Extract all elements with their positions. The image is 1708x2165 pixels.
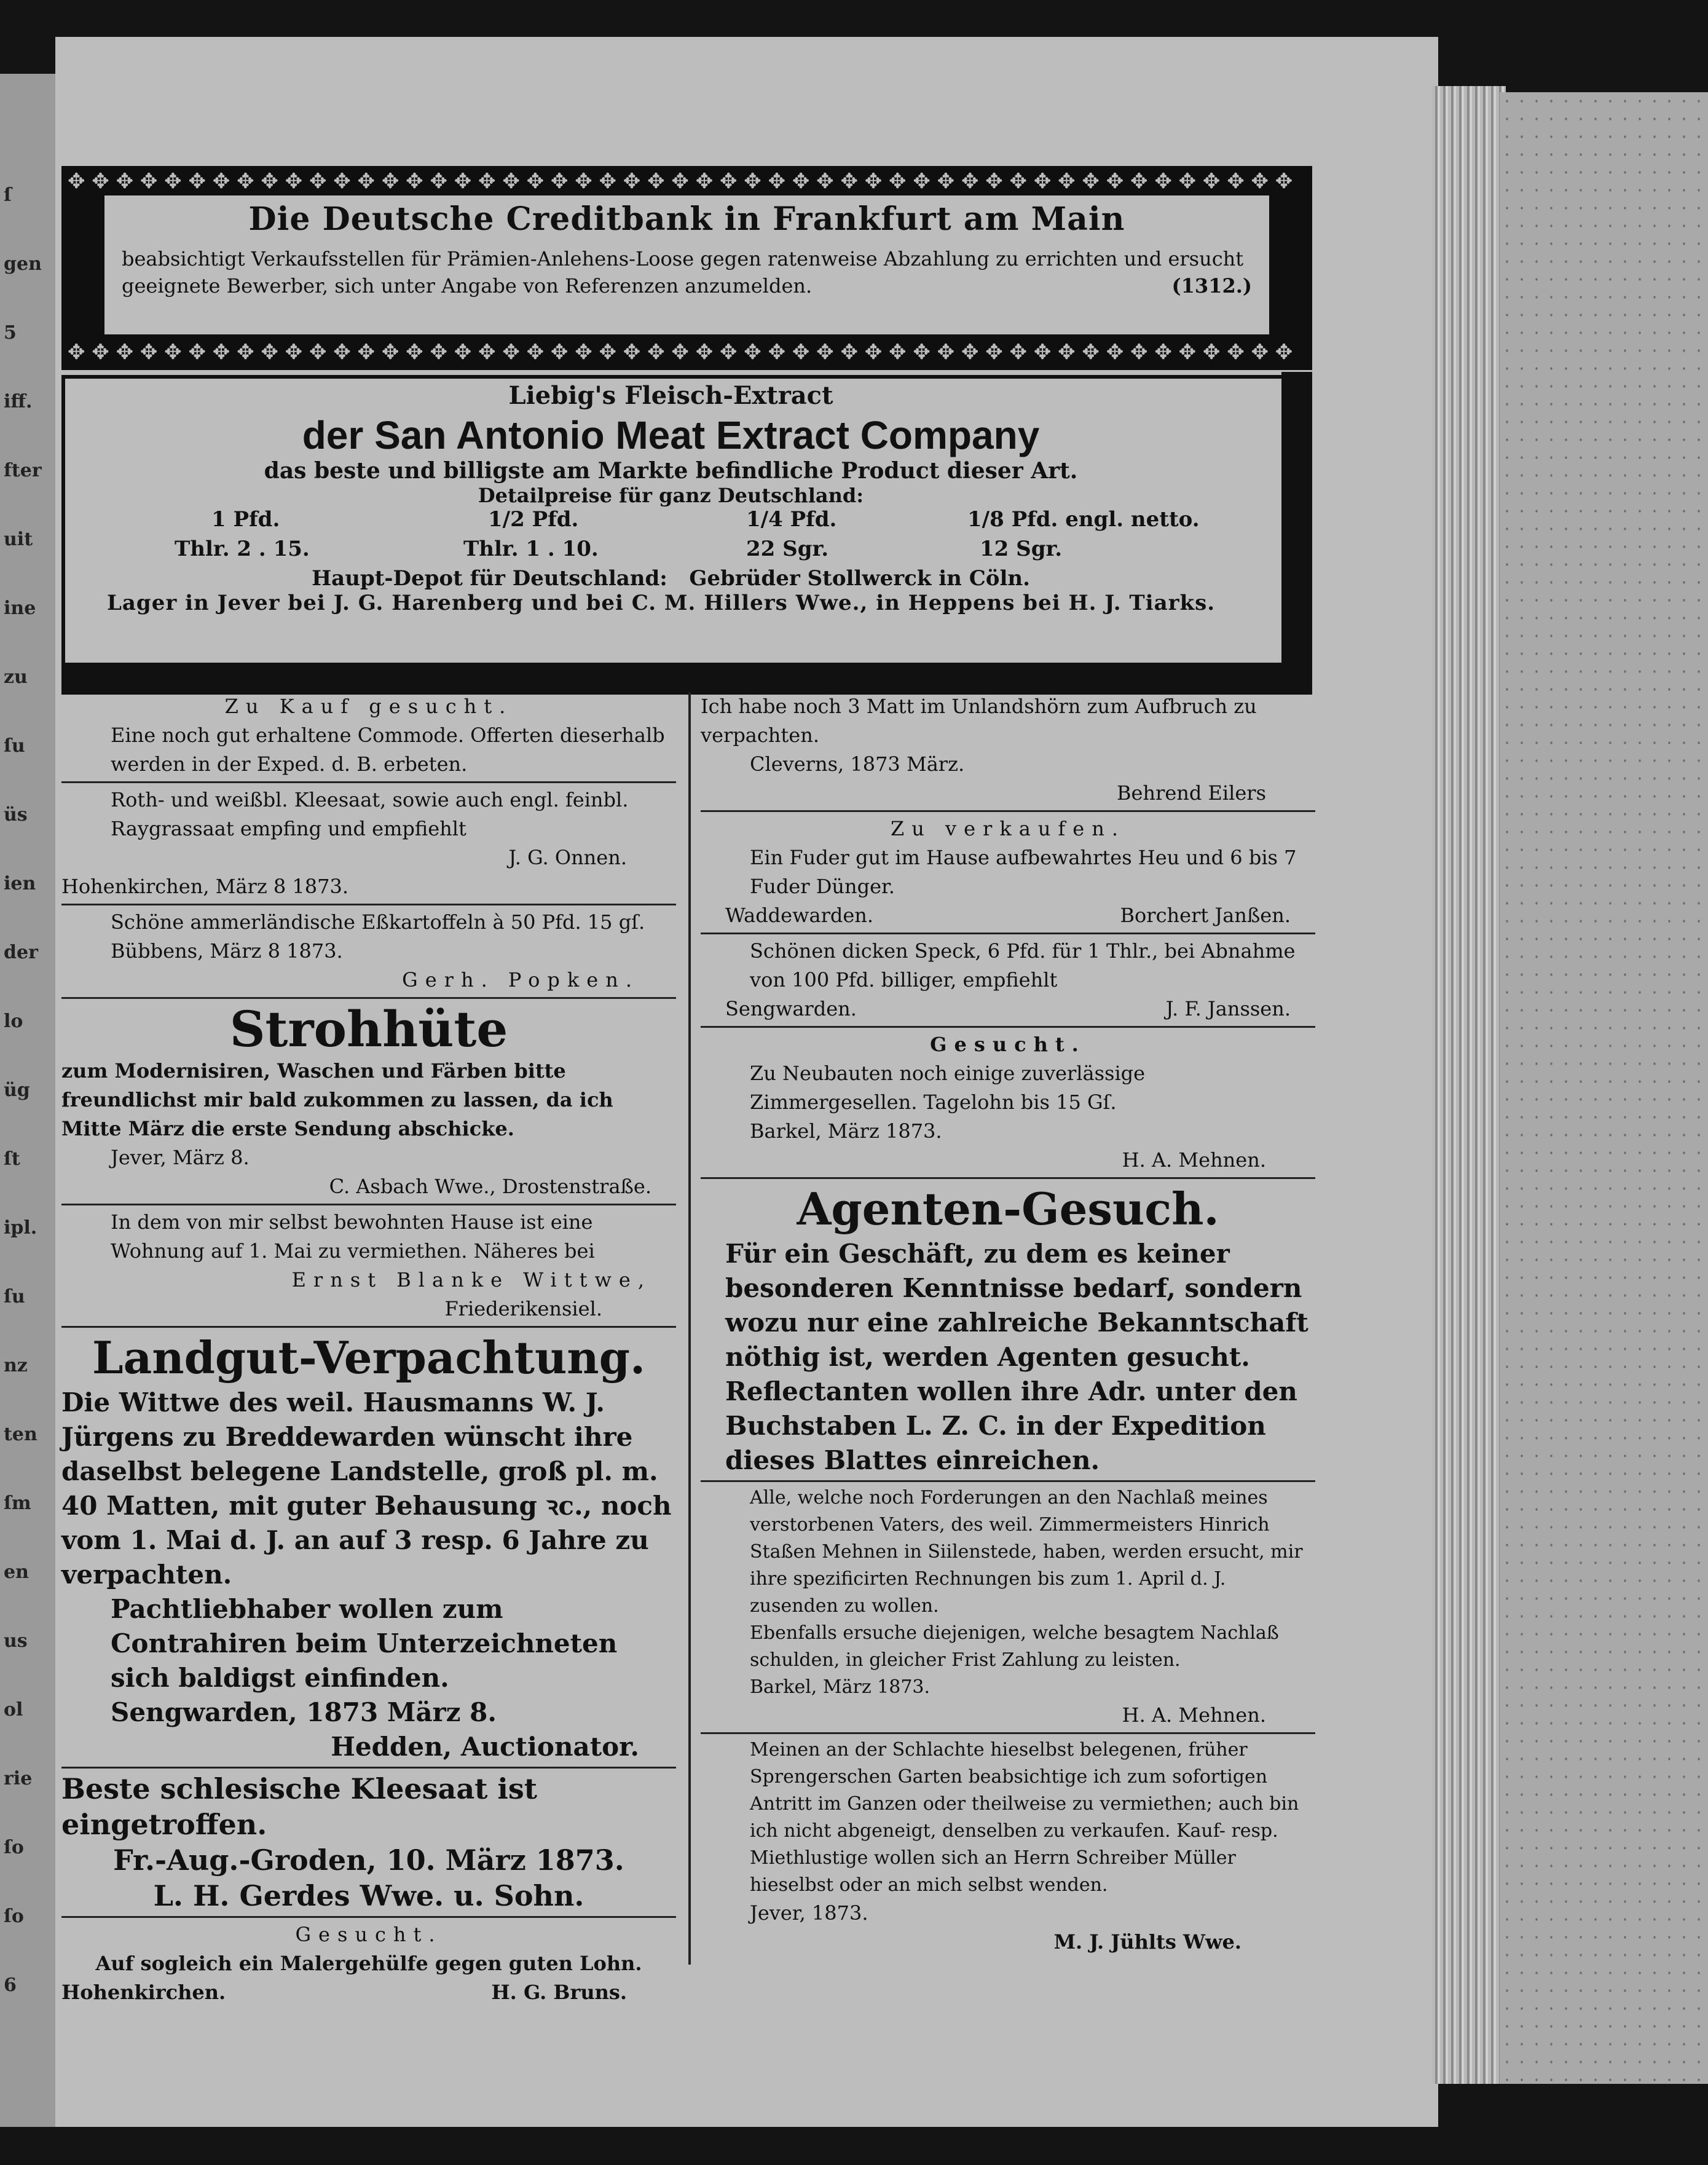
strohhuete-signature: C. Asbach Wwe., Drostenstraße. — [329, 1175, 651, 1198]
landgut-place: Sengwarden, 1873 März 8. — [111, 1697, 497, 1727]
weight-4: 1/8 Pfd. engl. netto. — [967, 507, 1200, 532]
ornament-border-top: ✥ ✥ ✥ ✥ ✥ ✥ ✥ ✥ ✥ ✥ ✥ ✥ ✥ ✥ ✥ ✥ ✥ ✥ ✥ ✥ ✥ ✥ ✥ ✥ ✥ ✥ ✥ ✥ ✥ ✥ ✥ ✥ ✥ ✥ ✥ ✥ ✥ ✥ ✥ ✥ ✥ ✥ ✥ ✥ ✥ ✥ ✥ ✥ ✥ ✥ ✥ — [68, 171, 1293, 192]
agenten-heading: Agenten-Gesuch. — [797, 1183, 1219, 1235]
divider — [701, 810, 1315, 812]
liebig-lager: Lager in Jever bei J. G. Harenberg und bei C. M. Hillers Wwe., in Heppens bei H. J. Tiarks. — [107, 591, 1216, 615]
maler-signature: H. G. Bruns. — [491, 1981, 627, 2004]
kauf-text: Eine noch gut erhaltene Commode. Offerten dieserhalb werden in der Exped. d. B. erbeten. — [111, 724, 665, 776]
landgut-signature: Hedden, Auctionator. — [331, 1732, 639, 1762]
wohnung-signature: Ernst Blanke Wittwe, — [291, 1268, 651, 1292]
speck-place: Sengwarden. — [725, 997, 857, 1020]
divider — [701, 1177, 1315, 1179]
divider — [61, 1204, 676, 1205]
maler-heading: Gesucht. — [295, 1923, 443, 1946]
verkaufen-footer — [701, 901, 1315, 930]
agenten-text: Für ein Geschäft, zu dem es keiner besonderen Kenntnisse bedarf, sondern wozu nur eine zahlreiche Bekanntschaft nöthig ist, werden Agenten gesucht. Reflectanten wollen ihre Adr. unter den Buchstaben L. Z. C. in der Expedition dieses Blattes einreichen. — [725, 1239, 1309, 1475]
kleesaat-text: Roth- und weißbl. Kleesaat, sowie auch engl. feinbl. Raygrassaat empfing und empfiehlt — [111, 788, 629, 840]
wohnung-text: In dem von mir selbst bewohnten Hause ist eine Wohnung auf 1. Mai zu vermiethen. Näheres bei — [111, 1210, 595, 1263]
margin-fragment: uit — [4, 529, 33, 550]
maler-footer — [61, 1978, 676, 2007]
margin-fragment: ſ — [4, 184, 12, 206]
margin-fragment: ſt — [4, 1148, 20, 1170]
gesucht-place: Barkel, März 1873. — [750, 1119, 942, 1143]
divider — [61, 1326, 676, 1328]
speck-text: Schönen dicken Speck, 6 Pfd. für 1 Thlr., bei Abnahme von 100 Pfd. billiger, empfiehlt — [750, 939, 1296, 992]
kartoffel-place: Bübbens, März 8 1873. — [111, 939, 343, 963]
nachlass-signature: H. A. Mehnen. — [1122, 1703, 1266, 1727]
garten-place: Jever, 1873. — [750, 1901, 868, 1925]
margin-fragment: rie — [4, 1768, 33, 1789]
liebig-slogan: das beste und billigste am Markte befindliche Product dieser Art. — [264, 458, 1078, 484]
margin-fragment: iff. — [4, 391, 33, 412]
creditbank-title: Die Deutsche Creditbank in Frankfurt am Main — [248, 200, 1125, 238]
liebig-depot-name: Gebrüder Stollwerck in Cöln. — [689, 566, 1030, 591]
margin-fragment: ine — [4, 597, 36, 619]
liebig-depot-label: Haupt-Depot für Deutschland: — [312, 566, 667, 591]
margin-fragment: der — [4, 942, 38, 963]
divider — [61, 781, 676, 783]
ornament-border-bottom: ✥ ✥ ✥ ✥ ✥ ✥ ✥ ✥ ✥ ✥ ✥ ✥ ✥ ✥ ✥ ✥ ✥ ✥ ✥ ✥ ✥ ✥ ✥ ✥ ✥ ✥ ✥ ✥ ✥ ✥ ✥ ✥ ✥ ✥ ✥ ✥ ✥ ✥ ✥ ✥ ✥ ✥ ✥ ✥ ✥ ✥ ✥ ✥ ✥ ✥ ✥ — [68, 342, 1293, 363]
margin-fragment: ſo — [4, 1906, 24, 1927]
landgut-text-2: Pachtliebhaber wollen zum Contrahiren beim Unterzeichneten sich baldigst einfinden. — [111, 1594, 618, 1693]
kartoffel-text: Schöne ammerländische Eßkartoffeln à 50 Pfd. 15 gſ. — [111, 910, 645, 934]
divider — [61, 997, 676, 999]
speck-signature: J. F. Janssen. — [1165, 997, 1291, 1020]
margin-fragment: us — [4, 1630, 28, 1652]
margin-fragment: ſm — [4, 1493, 31, 1514]
margin-fragment: fter — [4, 460, 42, 481]
price-1: Thlr. 2 . 15. — [175, 537, 310, 561]
wohnung-place: Friederikensiel. — [444, 1297, 602, 1320]
strohhuete-text: zum Modernisiren, Waschen und Färben bitte freundlichst mir bald zukommen zu lassen, da ich Mitte März die erste Sendung abschicke. — [61, 1059, 613, 1140]
book-page-stack — [1432, 86, 1506, 2084]
garten-text: Meinen an der Schlachte hieselbst belegenen, früher Sprengerschen Garten beabsichtige ich zum sofortigen Antritt im Ganzen oder theilweise zu vermiethen; auch bin ich nicht abgeneigt, denselben zu verkaufen. Kauf- resp. Miethlustige wollen sich an Herrn Schreiber Müller hieselbst oder an mich selbst wenden. — [750, 1739, 1299, 1896]
liebig-price-table — [70, 507, 1272, 566]
liebig-company: der San Antonio Meat Extract Company — [302, 413, 1040, 457]
margin-fragment: ſu — [4, 1286, 25, 1307]
margin-fragment: ſu — [4, 735, 25, 757]
liebig-prices-label: Detailpreise für ganz Deutschland: — [478, 484, 864, 507]
strohhuete-heading: Strohhüte — [229, 1000, 508, 1058]
kleesaat2-place: Fr.-Aug.-Groden, 10. März 1873. — [113, 1844, 624, 1877]
landgut-text: Die Wittwe des weil. Hausmanns W. J. Jürgens zu Breddewarden wünscht ihre daselbst belegene Landstelle, groß pl. m. 40 Matten, mit guter Behausung ꝛc., noch vom 1. Mai d. J. an auf 3 resp. 6 Jahre zu verpachten. — [61, 1387, 672, 1590]
garten-signature: M. J. Jühlts Wwe. — [1053, 1930, 1242, 1954]
price-4: 12 Sgr. — [980, 537, 1063, 561]
price-3: 22 Sgr. — [746, 537, 829, 561]
liebig-ad — [61, 375, 1312, 695]
kleesaat-place: Hohenkirchen, März 8 1873. — [61, 875, 348, 898]
gesucht-heading: Gesucht. — [930, 1033, 1086, 1056]
margin-fragment: ſo — [4, 1837, 24, 1858]
verkaufen-text: Ein Fuder gut im Hause aufbewahrtes Heu und 6 bis 7 Fuder Dünger. — [750, 846, 1297, 898]
nachlass-text: Alle, welche noch Forderungen an den Nachlaß meines verstorbenen Vaters, des weil. Zimmermeisters Hinrich Staßen Mehnen in Siilenstede, haben, werden ersucht, mir ihre spezificirten Rechnungen bis zum 1. April d. J. zusenden zu wollen. — [750, 1487, 1303, 1617]
divider — [61, 1767, 676, 1769]
divider — [61, 904, 676, 905]
divider — [701, 1480, 1315, 1482]
margin-fragment: lo — [4, 1011, 23, 1032]
price-2: Thlr. 1 . 10. — [463, 537, 599, 561]
margin-fragment: 6 — [4, 1974, 17, 1996]
liebig-depot — [70, 566, 1272, 591]
maler-text: Auf sogleich ein Malergehülfe gegen guten Lohn. — [95, 1952, 642, 1975]
kartoffel-signature: Gerh. Popken. — [402, 968, 639, 992]
kauf-heading: Zu Kauf gesucht. — [224, 695, 513, 718]
kleesaat2-signature: L. H. Gerdes Wwe. u. Sohn. — [153, 1879, 584, 1912]
divider — [61, 1916, 676, 1918]
margin-fragment: ien — [4, 873, 36, 894]
facing-page-edge — [0, 74, 55, 2127]
column-divider — [688, 692, 691, 1965]
margin-fragment: 5 — [4, 322, 17, 344]
landgut-heading: Landgut-Verpachtung. — [92, 1331, 646, 1384]
weight-1: 1 Pfd. — [211, 507, 280, 532]
maler-place: Hohenkirchen. — [61, 1981, 226, 2004]
weight-3: 1/4 Pfd. — [746, 507, 837, 532]
margin-fragment: gen — [4, 253, 42, 275]
divider — [701, 1732, 1315, 1734]
margin-fragment: üg — [4, 1079, 30, 1101]
matt-signature: Behrend Eilers — [1116, 781, 1266, 805]
speck-footer — [701, 995, 1315, 1023]
gesucht-signature: H. A. Mehnen. — [1122, 1148, 1266, 1172]
gesucht-text: Zu Neubauten noch einige zuverlässige Zimmergesellen. Tagelohn bis 15 Gſ. — [750, 1062, 1146, 1114]
weight-2: 1/2 Pfd. — [488, 507, 579, 532]
margin-fragment: en — [4, 1561, 29, 1583]
creditbank-ad — [61, 166, 1312, 370]
kleesaat2-text: Beste schlesische Kleesaat ist eingetroffen. — [61, 1772, 538, 1841]
left-column — [61, 692, 676, 2007]
margin-fragment: zu — [4, 666, 28, 688]
margin-fragment: nz — [4, 1355, 28, 1376]
margin-fragment: ipl. — [4, 1217, 37, 1239]
strohhuete-place: Jever, März 8. — [111, 1146, 250, 1169]
matt-text: Ich habe noch 3 Matt im Unlandshörn zum Aufbruch zu verpachten. — [701, 695, 1257, 747]
divider — [701, 933, 1315, 934]
verkaufen-signature: Borchert Janßen. — [1120, 904, 1291, 927]
creditbank-text: beabsichtigt Verkaufsstellen für Prämien-Anlehens-Loose gegen ratenweise Abzahlung zu errichten und ersucht geeignete Bewerber, sich unter Angabe von Referenzen anzumelden. — [122, 247, 1244, 298]
margin-fragment: üs — [4, 804, 28, 826]
margin-fragment: ol — [4, 1699, 23, 1721]
verkaufen-place: Waddewarden. — [725, 904, 874, 927]
divider — [701, 1026, 1315, 1028]
nachlass-place: Barkel, März 1873. — [750, 1676, 931, 1698]
right-column — [701, 692, 1315, 1957]
book-cover — [1500, 92, 1708, 2084]
nachlass-text-2: Ebenfalls ersuche diejenigen, welche besagtem Nachlaß schulden, in gleicher Frist Zahlung zu leisten. — [750, 1622, 1279, 1671]
liebig-brand: Liebig's Fleisch-Extract — [508, 381, 833, 410]
creditbank-code: (1312.) — [1171, 274, 1252, 298]
margin-fragment: ten — [4, 1424, 37, 1445]
verkaufen-heading: Zu verkaufen. — [891, 817, 1125, 840]
matt-place: Cleverns, 1873 März. — [750, 752, 965, 776]
kleesaat-signature: J. G. Onnen. — [508, 846, 627, 869]
